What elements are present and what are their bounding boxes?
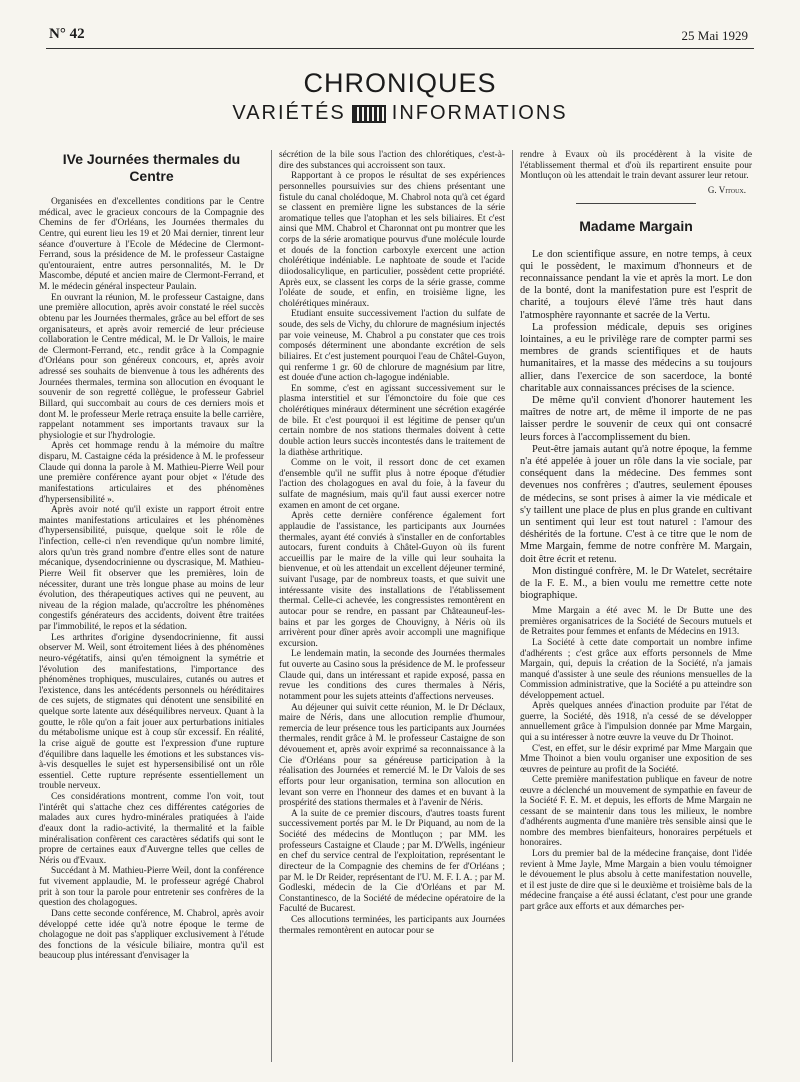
header-rule [46,48,754,49]
paragraph: Après avoir noté qu'il existe un rapport étroit entre maintes manifestations articulaires et les phénomènes d'hypersensibilité, puisque, quelque soit le rôle de l'infection, celle-ci n'en revendique qu'un nombre limité, alors qu'un très grand nombre d'entre elles sont de nature mécanique, dysendocrinienne ou dyscrasique, M. Mathieu-Pierre Weil fit observer que les premières, loin de nécessiter, durant une très longue phase au moins de leur évolution, des thérapeutiques actives qui ne peuvent, au niveau de la région malade, qu'accroître les phénomènes congestifs générateurs des accidents, doivent être traitées par l'immobilité, le repos et la sédation. [39,505,264,632]
paragraph: Succédant à M. Mathieu-Pierre Weil, dont la conférence fut vivement applaudie, M. le professeur agrégé Chabrol prit à son tour la parole pour entretenir ses confrères de la question des cholagogues. [39,866,264,909]
paragraph: Après cette dernière conférence également fort applaudie de l'assistance, les participants aux Journées thermales, ayant été conviés à s'installer en de confortables autocars, furent conduits à Châtel-Guyon où ils furent accueillis par le maire de la ville qui leur souhaita la bienvenue, et où les attendait un excellent déjeuner terminé, suivant l'usage, par de nombreux toasts, et que suivit une intéressante visite des installations de l'établissement thermal. Celle-ci achevée, les congressistes remontèrent en autocar pour se rendre, en passant par Châteauneuf-les-bains et par les gorges de Chouvigny, à Néris où ils arrivèrent pour dîner après avoir accompli une magnifique excursion. [279,511,505,649]
article-body [39,197,264,962]
paragraph: rendre à Evaux où ils procédèrent à la visite de l'établissement thermal et d'où ils repartirent ensuite pour Montluçon où les attendait le train devant assurer leur retour. [520,150,752,182]
masthead-title: CHRONIQUES [303,68,497,98]
paragraph: Organisées en d'excellentes conditions par le Centre médical, avec le gracieux concours de la Compagnie des Chemins de fer d'Orléans, les Journées thermales du Centre, qui eurent lieu les 19 et 20 Mai dernier, tinrent leur séance d'ouverture à l'Ecole de Médecine de Clermont-Ferrand, sous la présidence de M. le professeur Castaigne qu'entouraient, entre autres personnalités, M. le Dr Mascombe, député et ancien maire de Clermont-Ferrand, et M. le médecin général inspecteur Paulain. [39,197,264,292]
paragraph: A la suite de ce premier discours, d'autres toasts furent successivement portés par M. le Dr Piquand, au nom de la Société des médecins de Montluçon ; par MM. les professeurs Castaigne et Claude ; par M. D'Wells, ingénieur en chef du service central de l'exploitation, représentant le directeur de la Compagnie des chemins de fer d'Orléans ; par M. le Dr Reider, représentant de l'U. M. F. I. A. ; par M. Godleski, médecin de la Cie d'Orléans et par M. Constantinesco, de la Société de médecine opératoire de la Faculté de Bucarest. [279,808,505,915]
paragraph: En ouvrant la réunion, M. le professeur Castaigne, dans une première allocution, après avoir constaté le réel succès obtenu par les Journées thermales, grâce au bel effort de ses organisateurs, et après avoir remercié de leur précieuse collaboration le Centre médical, M. le Dr Vallois, le maire de Clermont-Ferrand, etc., rendit grâce à la Compagnie d'Orléans pour son généreux concours, et, après avoir adressé ses souhaits de bienvenue à tous les adhérents des Journées thermales, termina son allocution en évoquant le souvenir de son regretté collègue, le professeur Gabriel Billard, qui succombait au cours de ces derniers mois et dont M. le professeur Merle retraça ensuite la belle carrière, rappelant notamment ses importants travaux sur la physiologie et sur l'hydrologie. [39,292,264,441]
article2-body [520,249,752,603]
paragraph: Cette première manifestation publique en faveur de notre œuvre a déclenché un mouvement de sympathie en faveur de la Société F. E. M. et depuis, les efforts de Mme Margain ne cessant de se maintenir dans tous les milieux, le nombre d'adhérents augmenta d'une manière très sensible ainsi que le nombre des membres bienfaiteurs, honoraires perpétuels et honoraires. [520,775,752,849]
issue-date: 25 Mai 1929 [681,28,748,43]
author-signature: G. Vitoux. [707,184,746,195]
paragraph: Ces allocutions terminées, les participants aux Journées thermales remontèrent en autocar pour se [279,915,505,936]
paragraph: Mme Margain a été avec M. le Dr Butte une des premières organisatrices de la Société de Secours mutuels et de Retraites pour femmes et enfants de Médecins en 1913. [520,606,752,638]
paragraph: En somme, c'est en agissant successivement sur le plasma interstitiel et sur l'émonctoire du foie que ces cholérétiques minéraux déterminent une sécrétion exagérée de bile. Et c'est pourquoi il est légitime de penser qu'un certain nombre de nos stations thermales doivent à cette double action leurs succès incontestés dans le traitement de la diathèse arthritique. [279,383,505,458]
article-column-1 [39,150,264,962]
column-divider [512,150,513,1062]
article-column-3 [520,150,752,912]
paragraph: Comme on le voit, il ressort donc de cet examen d'ensemble qu'il ne suffit plus à notre époque d'étudier l'action des cholagogues en aval du foie, à la faveur du sulfate de magnésium, mais qu'il faut aussi exercer notre examen en amont de cet organe. [279,458,505,511]
masthead-word-informations: INFORMATIONS [391,102,568,124]
paragraph: C'est, en effet, sur le désir exprimé par Mme Margain que Mme Thoinot a bien voulu organiser une exposition de ses œuvres de peinture au profit de la Société. [520,743,752,775]
paragraph: De même qu'il convient d'honorer hautement les maîtres de notre art, de même il importe de ne pas laisser perdre le souvenir de ceux qui ont consacré leurs forces à l'accomplissement du bien. [520,394,752,443]
masthead-subtitle [0,102,800,125]
paragraph: Après quelques années d'inaction produite par l'état de guerre, la Société, dès 1918, n'a cessé de se développer annuellement grâce à l'impulsion donnée par Mme Margain, qui a su intéresser à notre œuvre la veuve du Dr Thoinot. [520,701,752,743]
paragraph: Mon distingué confrère, M. le Dr Watelet, secrétaire de la F. E. M., a bien voulu me remettre cette note biographique. [520,565,752,602]
paragraph: Après cet hommage rendu à la mémoire du maître disparu, M. Castaigne céda la présidence à M. le professeur Claude qui donna la parole à M. Mathieu-Pierre Weil pour une première conférence ayant pour objet « l'étude des manifestations articulaires et des phénomènes d'hypersensibilité ». [39,441,264,505]
paragraph: Lors du premier bal de la médecine française, dont l'idée revient à Mme Jayle, Mme Margain a bien voulu témoigner le dévouement le plus absolu à cette manifestation nouvelle, et il est juste de dire que si le deuxième et troisième bals de la médecine française a été aussi éclatant, c'est pour une grande part grâce aux efforts et aux démarches per- [520,848,752,912]
paragraph: Dans cette seconde conférence, M. Chabrol, après avoir développé cette idée qu'à notre époque le terme de cholagogue ne doit pas s'appliquer exclusivement à l'étude des fonctions de la vésicule biliaire, montra qu'il est beaucoup plus intéressant d'envisager la [39,908,264,962]
paragraph: Peut-être jamais autant qu'à notre époque, la femme n'a été appelée à jouer un rôle dans la vie sociale, par conséquent dans la médecine. Des femmes sont devenues nos confrères ; d'autres, seulement épouses de médecins, se sont prises à aimer la vie médicale et s'y taillent une place de plus en plus grande en cultivant un sentiment qui leur est tout naturel : l'amour des déshérités de la fortune. C'est à ce titre que le nom de Mme Margain, femme de notre confrère M. Margain, doit être écrit et retenu. [520,443,752,565]
paragraph: La profession médicale, depuis ses origines lointaines, a eu le privilège rare de compter parmi ses membres de grands scientifiques et de hauts humanitaires, et la masse des médecins a su toujours allier, dans l'exercice de son sacerdoce, la bonté charitable aux connaissances précises de la science. [520,321,752,394]
paragraph: Ces considérations montrent, comme l'on voit, tout l'intérêt qui s'attache chez ces différentes catégories de malades aux cures hydro-minérales pratiquées à l'aide d'eaux dont la radio-activité, la thermalité et la faible minéralisation confèrent ces caractères sédatifs qui sont le propre de certaines eaux d'Auvergne telles que celles de Néris ou d'Evaux. [39,792,264,866]
paragraph: Le lendemain matin, la seconde des Journées thermales fut ouverte au Casino sous la présidence de M. le professeur Claude qui, dans un intéressant et rapide exposé, passa en revue les conditions des cures thermales à Néris, notamment pour les sujets atteints d'affections nerveuses. [279,649,505,702]
paragraph: Le don scientifique assure, en notre temps, à ceux qui le possèdent, le maximum d'honneurs et de reconnaissance pendant la vie et après la mort. Le don de la bonté, dont la manifestation pure est l'esprit de charité, a toujours élevé l'âme très haut dans l'atmosphère rayonnante et sacrée de la Vertu. [520,248,752,321]
paragraph: Rapportant à ce propos le résultat de ses expériences personnelles poursuivies sur des chiens présentant une fistule du canal cholédoque, M. Chabrol nota qu'à cet égard se classent en première ligne les substances de la série aromatique telles que l'atophan et les sels biliaires. Et c'est ainsi que MM. Chabrol et Charonnat ont pu montrer que les corps de la série aromatique pourvus d'une molécule lourde et doués de la fonction carboxyle exercent une action cholérétique indéniable. Le naphtoate de soude et l'acide diiodosalicylique, en particulier, possèdent cette propriété. Après eux, se classent les corps de la série grasse, comme l'oléate de soude, et enfin, en troisième ligne, les cholérétiques minéraux. [279,171,505,309]
paragraph: Etudiant ensuite successivement l'action du sulfate de soude, des sels de Vichy, du chlorure de magnésium injectés par voie veineuse, M. Chabrol a pu constater que ces trois composés déterminent une abondante excrétion de sels biliaires. Et c'est justement pourquoi l'eau de Châtel-Guyon, qui renferme 1 gr. 60 de chlorure de magnésium par litre, est douée d'une action ch-lagogue indéniable. [279,309,505,384]
article-body-end [520,150,752,182]
paragraph: Au déjeuner qui suivit cette réunion, M. le Dr Déclaux, maire de Néris, dans une allocution remplie d'humour, remercia de leur présence tous les participants aux Journées thermales, rendit grâce à M. le professeur Castaigne de son dévouement et, après avoir exprimé sa reconnaissance à la Cie d'Orléans pour sa généreuse participation à la réalisation des Journées et remercié M. le Dr Valois de ses efforts pour leur organisation, termina son allocution en levant son verre en l'honneur des dames et en buvant à la prospérité des stations thermales et à l'avenir de Néris. [279,702,505,809]
ornament-icon [352,105,386,123]
paragraph: La Société à cette date comportait un nombre infime d'adhérents ; c'est grâce aux efforts personnels de Mme Margain, qui, depuis la création de la Société, n'a jamais manqué d'assister à une seule des réunions mensuelles de la Commission administrative, que la Société a pu atteindre son développement actuel. [520,638,752,701]
paragraph: sécrétion de la bile sous l'action des chlorétiques, c'est-à-dire des substances qui accroissent son taux. [279,150,505,171]
article2-title: Madame Margain [579,217,693,234]
issue-number: N° 42 [49,26,85,42]
column-divider [271,150,272,1062]
masthead-word-varietes: VARIÉTÉS [232,102,346,124]
paragraph: Les arthrites d'origine dysendocrinienne, fit aussi observer M. Weil, sont étroitement liées à des phénomènes neuro-végétatifs, ainsi qu'en témoignent la symétrie et l'évolution des manifestations, l'importance des phénomènes trophiques, musculaires, cutanés ou autres et l'existence, dans les antécédents personnels ou héréditaires de ces sujets, de stigmates qui dénotent une sensibilité en quelque sorte latente aux déséquilibres nerveux. Quant à la goutte, le rôle qu'on a fait jouer aux perturbations initiales du métabolisme unique est à coup sûr excessif. En réalité, la crise aiguë de goutte est l'expression d'une rupture d'équilibre dans laquelle les émotions et les substances vis-à-vis desquelles le sujet est hypersensibilisé ont un rôle essentiel. Cette rupture représente essentiellement un trouble nerveux. [39,632,264,792]
article-title: IVe Journées thermales du Centre [62,151,241,184]
article2-body-notes [520,606,752,912]
section-separator [576,203,696,204]
article-column-2 [279,150,505,936]
article-body-continued [279,150,505,936]
